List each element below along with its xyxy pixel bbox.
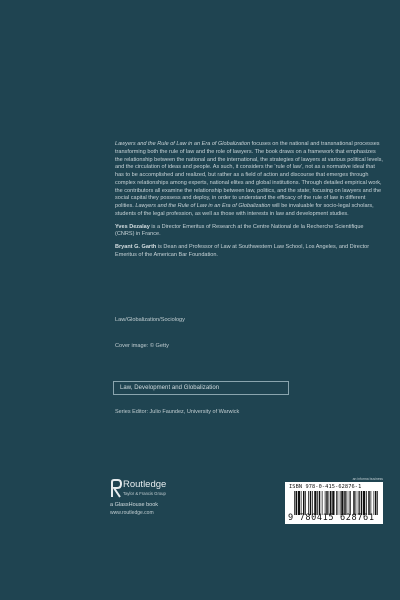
barcode-bar: [326, 491, 328, 515]
barcode-bar: [340, 491, 341, 515]
author-bio-dezalay: [115, 224, 383, 240]
barcode-bar: [356, 491, 357, 515]
barcode-bar: [301, 491, 302, 515]
series-editor: Series Editor: Julio Faundez, University of Warwick: [115, 409, 240, 415]
series-box: [113, 381, 289, 395]
description-paragraph: [115, 141, 383, 219]
barcode-bar: [314, 491, 316, 515]
publisher-url: www.routledge.com: [110, 510, 154, 516]
publisher-block: [110, 479, 240, 519]
book-title-italic-2: Lawyers and the Rule of Law in an Era of Globalization: [135, 203, 271, 209]
publisher-name: Routledge: [123, 479, 167, 490]
barcode-bar: [332, 491, 334, 515]
cover-image-credit: Cover image: © Getty: [115, 343, 169, 349]
barcode-bar: [310, 491, 312, 515]
barcode-box: [285, 482, 383, 524]
barcode-bar: [317, 491, 318, 515]
author-bio-garth: [115, 244, 383, 260]
barcode-bar: [338, 491, 339, 515]
barcode-bar: [294, 491, 295, 515]
author-bio-text: is Dean and Professor of Law at Southwestern Law School, Los Angeles, and Director Emeritus of the American Bar Foundation.: [115, 244, 370, 258]
barcode-bar: [308, 491, 309, 515]
barcode-bar: [344, 491, 346, 515]
barcode-bar: [322, 491, 323, 515]
barcode-bar: [363, 491, 365, 515]
barcode-bar: [341, 491, 343, 515]
barcode-block: [285, 477, 383, 524]
barcode-bars: [294, 491, 378, 515]
barcode-bar: [366, 491, 367, 515]
barcode-bar: [377, 491, 378, 515]
barcode-bar: [375, 491, 377, 515]
barcode-bar: [359, 491, 360, 515]
barcode-bar: [296, 491, 298, 515]
author-bio-text: is a Director Emeritus of Research at the Centre National de la Recherche Scientifique (CNRS) in France.: [115, 223, 364, 238]
barcode-bar: [325, 491, 326, 515]
isbn-text: ISBN 978-0-415-62876-1: [289, 484, 362, 490]
routledge-logo-icon: [110, 479, 122, 499]
barcode-bar: [329, 491, 330, 515]
barcode-bar: [358, 491, 359, 515]
description-text-a: focuses on the national and transnational processes transforming both the rule of law and the role of lawyers. The book draws on a framework that emphasizes the relationship between the national and the international, the strategies of lawyers at various political levels, and the circulation of ideas and people. As such, it considers the ‘rule of law’, not as a normative ideal that has to be accomplished and realized, but rather as a field of action and discourse that emerges through complex relationships among experts, national elites and global institutions. Through detailed empirical work, the contributors all examine the relationship between law, politics, and the state; focusing on lawyers and the social capital they possess and deploy, in order to understand the efficacy of the rule of law in different polities.: [115, 141, 383, 209]
description-text-b: will be invaluable for socio-legal scholars, students of the legal profession, as well as those with interests in law and development studies.: [115, 203, 374, 217]
barcode-bar: [371, 491, 372, 515]
barcode-bar: [347, 491, 348, 515]
imprint-line: a GlassHouse book: [110, 502, 158, 508]
barcode-bar: [330, 491, 332, 515]
author-name: Bryant G. Garth: [115, 244, 157, 250]
barcode-bar: [312, 491, 313, 515]
barcode-bar: [368, 491, 370, 515]
book-title-italic: Lawyers and the Rule of Law in an Era of Globalization: [115, 141, 251, 147]
barcode-bar: [350, 491, 351, 515]
barcode-bar: [305, 491, 306, 515]
series-title: Law, Development and Globalization: [120, 385, 220, 391]
subject-categories: Law/Globalization/Sociology: [115, 317, 185, 323]
barcode-digits: 9 780415 628761: [288, 513, 375, 523]
barcode-bar: [349, 491, 350, 515]
barcode-bar: [298, 491, 300, 515]
book-description: [115, 141, 383, 265]
barcode-bar: [353, 491, 355, 515]
barcode-bar: [336, 491, 337, 515]
barcode-bar: [361, 491, 363, 515]
author-name: Yves Dezalay: [115, 223, 150, 230]
barcode-bar: [303, 491, 305, 515]
barcode-bar: [319, 491, 321, 515]
publisher-group: Taylor & Francis Group: [123, 491, 166, 496]
informa-tag: an informa business: [352, 477, 383, 481]
barcode-bar: [374, 491, 375, 515]
